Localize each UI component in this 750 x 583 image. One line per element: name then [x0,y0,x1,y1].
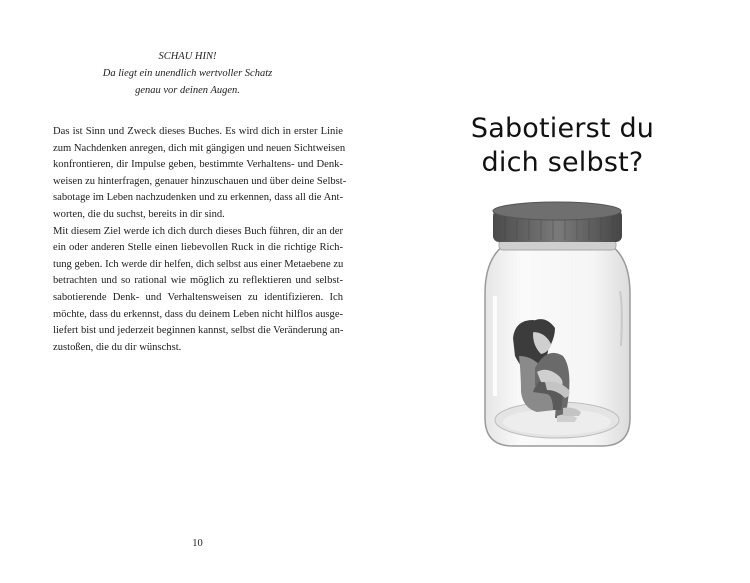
body-line: Mit diesem Ziel werde ich dich durch dieses Buch führen, dir an der [53,225,343,237]
body-line: zum Nachdenken anregen, dich mit gängigen und neuen Sichtweisen [53,142,346,154]
body-line: sabotage im Leben nachzudenken und zu erkennen, dass all die Ant- [53,192,343,204]
right-page [375,0,750,583]
body-line: sabotierende Denk- und Verhaltensweisen zu identifizieren. Ich [53,291,343,303]
body-line: Das ist Sinn und Zweck dieses Buches. Es wird dich in erster Linie [53,126,343,137]
body-line: worten, die du suchst, bereits in dir sind. [53,208,225,220]
page-number: 10 [192,538,203,549]
jar-lid-top [493,202,621,220]
chapter-title [375,112,750,180]
chapter-title-line-2: dich selbst? [481,147,644,178]
body-line: ein oder anderen Stelle einen liebevollen Ruck in die richtige Rich- [53,242,343,254]
motto-line-2: genau vor deinen Augen. [135,85,240,96]
body-line: tung geben. Ich werde dir helfen, dich selbst aus einer Metaebene zu [53,258,344,270]
body-line: liefert bist und jederzeit beginnen kannst, selbst die Veränderung an- [53,325,344,337]
body-line: zustoßen, die du dir wünschst. [53,341,182,353]
jar-illustration [475,196,640,448]
body-line: betrachten und so rational wie möglich zu reflektieren und selbst- [53,275,343,287]
motto-line-1: Da liegt ein unendlich wertvoller Schatz [102,68,273,79]
motto [0,48,375,99]
body-line: möchte, dass du erkennst, dass du deinem Leben nicht hilflos ausge- [53,308,344,320]
body-line: weisen zu hinterfragen, genauer hinzuschauen und über deine Selbst- [53,175,347,187]
body-line: konfrontieren, dir Impulse geben, bestimmte Verhaltens- und Denk- [53,159,343,171]
chapter-title-line-1: Sabotierst du [470,113,655,144]
motto-heading: SCHAU HIN! [158,51,217,62]
body-text [53,124,347,356]
